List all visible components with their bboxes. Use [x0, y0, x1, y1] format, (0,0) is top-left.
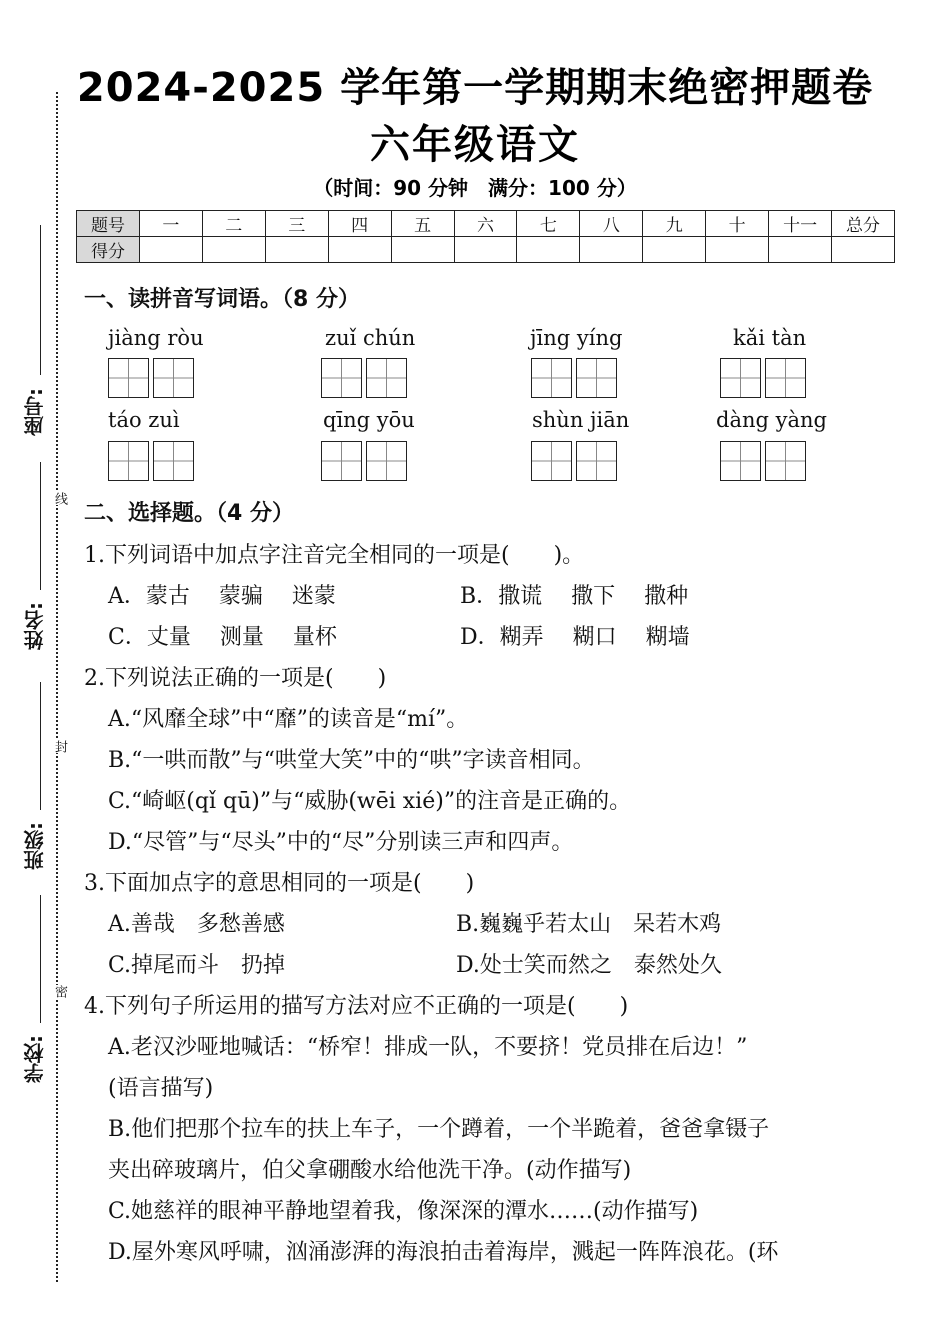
pinyin-label: zuǐ chún: [325, 326, 416, 350]
seat-blank-line: [40, 225, 41, 375]
tian-cell[interactable]: [576, 358, 617, 398]
writing-grid[interactable]: [531, 358, 618, 398]
question-4-stem: 4.下列句子所运用的描写方法对应不正确的一项是( ): [84, 994, 629, 1019]
writing-grid[interactable]: [531, 441, 618, 481]
score-col-header: 一: [139, 211, 202, 237]
tian-cell[interactable]: [153, 358, 194, 398]
q4-option-a[interactable]: A.老汉沙哑地喊话：“桥窄！排成一队，不要挤！党员排在后边！”: [108, 1035, 748, 1060]
score-table-header-row: [77, 211, 895, 237]
tian-cell[interactable]: [153, 441, 194, 481]
q3-option-b[interactable]: B.巍巍乎若太山 呆若木鸡: [456, 912, 722, 937]
writing-grid[interactable]: [321, 441, 408, 481]
score-col-header: 六: [454, 211, 517, 237]
tian-cell[interactable]: [765, 358, 806, 398]
q1-option-b[interactable]: B．撒谎 撒下 撒种: [460, 584, 689, 609]
writing-grid[interactable]: [720, 441, 807, 481]
score-col-header: 总分: [832, 211, 895, 237]
tian-cell[interactable]: [765, 441, 806, 481]
score-cell[interactable]: [580, 237, 643, 263]
tian-cell[interactable]: [531, 441, 572, 481]
q3-option-a[interactable]: A.善哉 多愁善感: [108, 912, 285, 937]
q2-option-d[interactable]: D.“尽管”与“尽头”中的“尽”分别读三声和四声。: [108, 830, 574, 855]
q4-option-b-cont: 夹出碎玻璃片，伯父拿硼酸水给他洗干净。(动作描写): [108, 1158, 632, 1183]
score-table: [76, 210, 895, 263]
writing-grid[interactable]: [321, 358, 408, 398]
tian-cell[interactable]: [321, 358, 362, 398]
pinyin-label: kǎi tàn: [733, 326, 807, 350]
score-cell[interactable]: [517, 237, 580, 263]
score-cell[interactable]: [265, 237, 328, 263]
q1-option-d[interactable]: D．糊弄 糊口 糊墙: [460, 625, 690, 650]
score-table-score-row: [77, 237, 895, 263]
time-info: （时间：90 分钟 满分：100 分）: [313, 176, 637, 200]
score-col-header: 五: [391, 211, 454, 237]
binding-dotted-line: [56, 92, 58, 1282]
binding-mark-xian: 线: [52, 492, 67, 505]
score-col-header: 二: [202, 211, 265, 237]
tian-cell[interactable]: [108, 441, 149, 481]
pinyin-label: shùn jiān: [532, 408, 630, 432]
score-cell[interactable]: [391, 237, 454, 263]
tian-cell[interactable]: [366, 358, 407, 398]
q4-option-a-cont: (语言描写): [108, 1076, 214, 1101]
binding-mark-feng: 封: [52, 740, 67, 753]
tian-cell[interactable]: [720, 358, 761, 398]
question-2-stem: 2.下列说法正确的一项是( ): [84, 666, 387, 691]
tian-cell[interactable]: [720, 441, 761, 481]
pinyin-label: jiàng ròu: [108, 326, 204, 350]
pinyin-label: jīng yíng: [530, 326, 623, 350]
section-2-heading: 二、选择题。（4 分）: [84, 501, 294, 526]
tian-cell[interactable]: [576, 441, 617, 481]
score-cell[interactable]: [202, 237, 265, 263]
section-1-heading: 一、读拼音写词语。（8 分）: [84, 287, 360, 312]
score-col-header: 十: [706, 211, 769, 237]
q3-option-d[interactable]: D.处士笑而然之 泰然处久: [456, 953, 722, 978]
school-label: 学校:: [23, 1035, 47, 1083]
score-cell[interactable]: [832, 237, 895, 263]
score-col-header: 八: [580, 211, 643, 237]
binding-mark-mi: 密: [52, 985, 67, 998]
score-col-header: 十一: [769, 211, 832, 237]
q2-option-c[interactable]: C.“崎岖(qǐ qū)”与“威胁(wēi xié)”的注音是正确的。: [108, 789, 632, 814]
writing-grid[interactable]: [720, 358, 807, 398]
writing-grid[interactable]: [108, 358, 195, 398]
q4-option-d[interactable]: D.屋外寒风呼啸，汹涌澎湃的海浪拍击着海岸，溅起一阵阵浪花。(环: [108, 1240, 779, 1265]
exam-subtitle: 六年级语文: [370, 122, 580, 168]
exam-title: 2024-2025 学年第一学期期末绝密押题卷: [76, 65, 874, 111]
score-cell[interactable]: [328, 237, 391, 263]
q2-option-a[interactable]: A.“风靡全球”中“靡”的读音是“mí”。: [108, 707, 469, 732]
score-row-label: 得分: [77, 237, 140, 263]
q4-option-b[interactable]: B.他们把那个拉车的扶上车子，一个蹲着，一个半跪着，爸爸拿镊子: [108, 1117, 770, 1142]
class-label: 班级:: [23, 822, 47, 870]
school-blank-line: [40, 895, 41, 1023]
score-col-header: 九: [643, 211, 706, 237]
tian-cell[interactable]: [321, 441, 362, 481]
question-3-stem: 3.下面加点字的意思相同的一项是( ): [84, 871, 475, 896]
score-cell[interactable]: [769, 237, 832, 263]
score-col-header: 七: [517, 211, 580, 237]
class-blank-line: [40, 682, 41, 810]
tian-cell[interactable]: [531, 358, 572, 398]
q1-option-c[interactable]: C．丈量 测量 量杯: [108, 625, 337, 650]
tian-cell[interactable]: [366, 441, 407, 481]
score-cell[interactable]: [139, 237, 202, 263]
question-1-stem: 1.下列词语中加点字注音完全相同的一项是( )。: [84, 543, 585, 568]
name-label: 姓名:: [23, 602, 47, 650]
pinyin-label: dàng yàng: [716, 408, 827, 432]
score-col-header: 四: [328, 211, 391, 237]
q2-option-b[interactable]: B.“一哄而散”与“哄堂大笑”中的“哄”字读音相同。: [108, 748, 595, 773]
name-blank-line: [40, 462, 41, 590]
q3-option-c[interactable]: C.掉尾而斗 扔掉: [108, 953, 286, 978]
seat-label: 座号:: [23, 388, 47, 436]
score-col-header: 三: [265, 211, 328, 237]
score-col-header: 题号: [77, 211, 140, 237]
q1-option-a[interactable]: A．蒙古 蒙骗 迷蒙: [108, 584, 336, 609]
score-cell[interactable]: [643, 237, 706, 263]
pinyin-label: qīng yōu: [323, 408, 415, 432]
writing-grid[interactable]: [108, 441, 195, 481]
score-cell[interactable]: [706, 237, 769, 263]
q4-option-c[interactable]: C.她慈祥的眼神平静地望着我，像深深的潭水……(动作描写): [108, 1199, 699, 1224]
pinyin-label: táo zuì: [108, 408, 180, 432]
score-cell[interactable]: [454, 237, 517, 263]
tian-cell[interactable]: [108, 358, 149, 398]
